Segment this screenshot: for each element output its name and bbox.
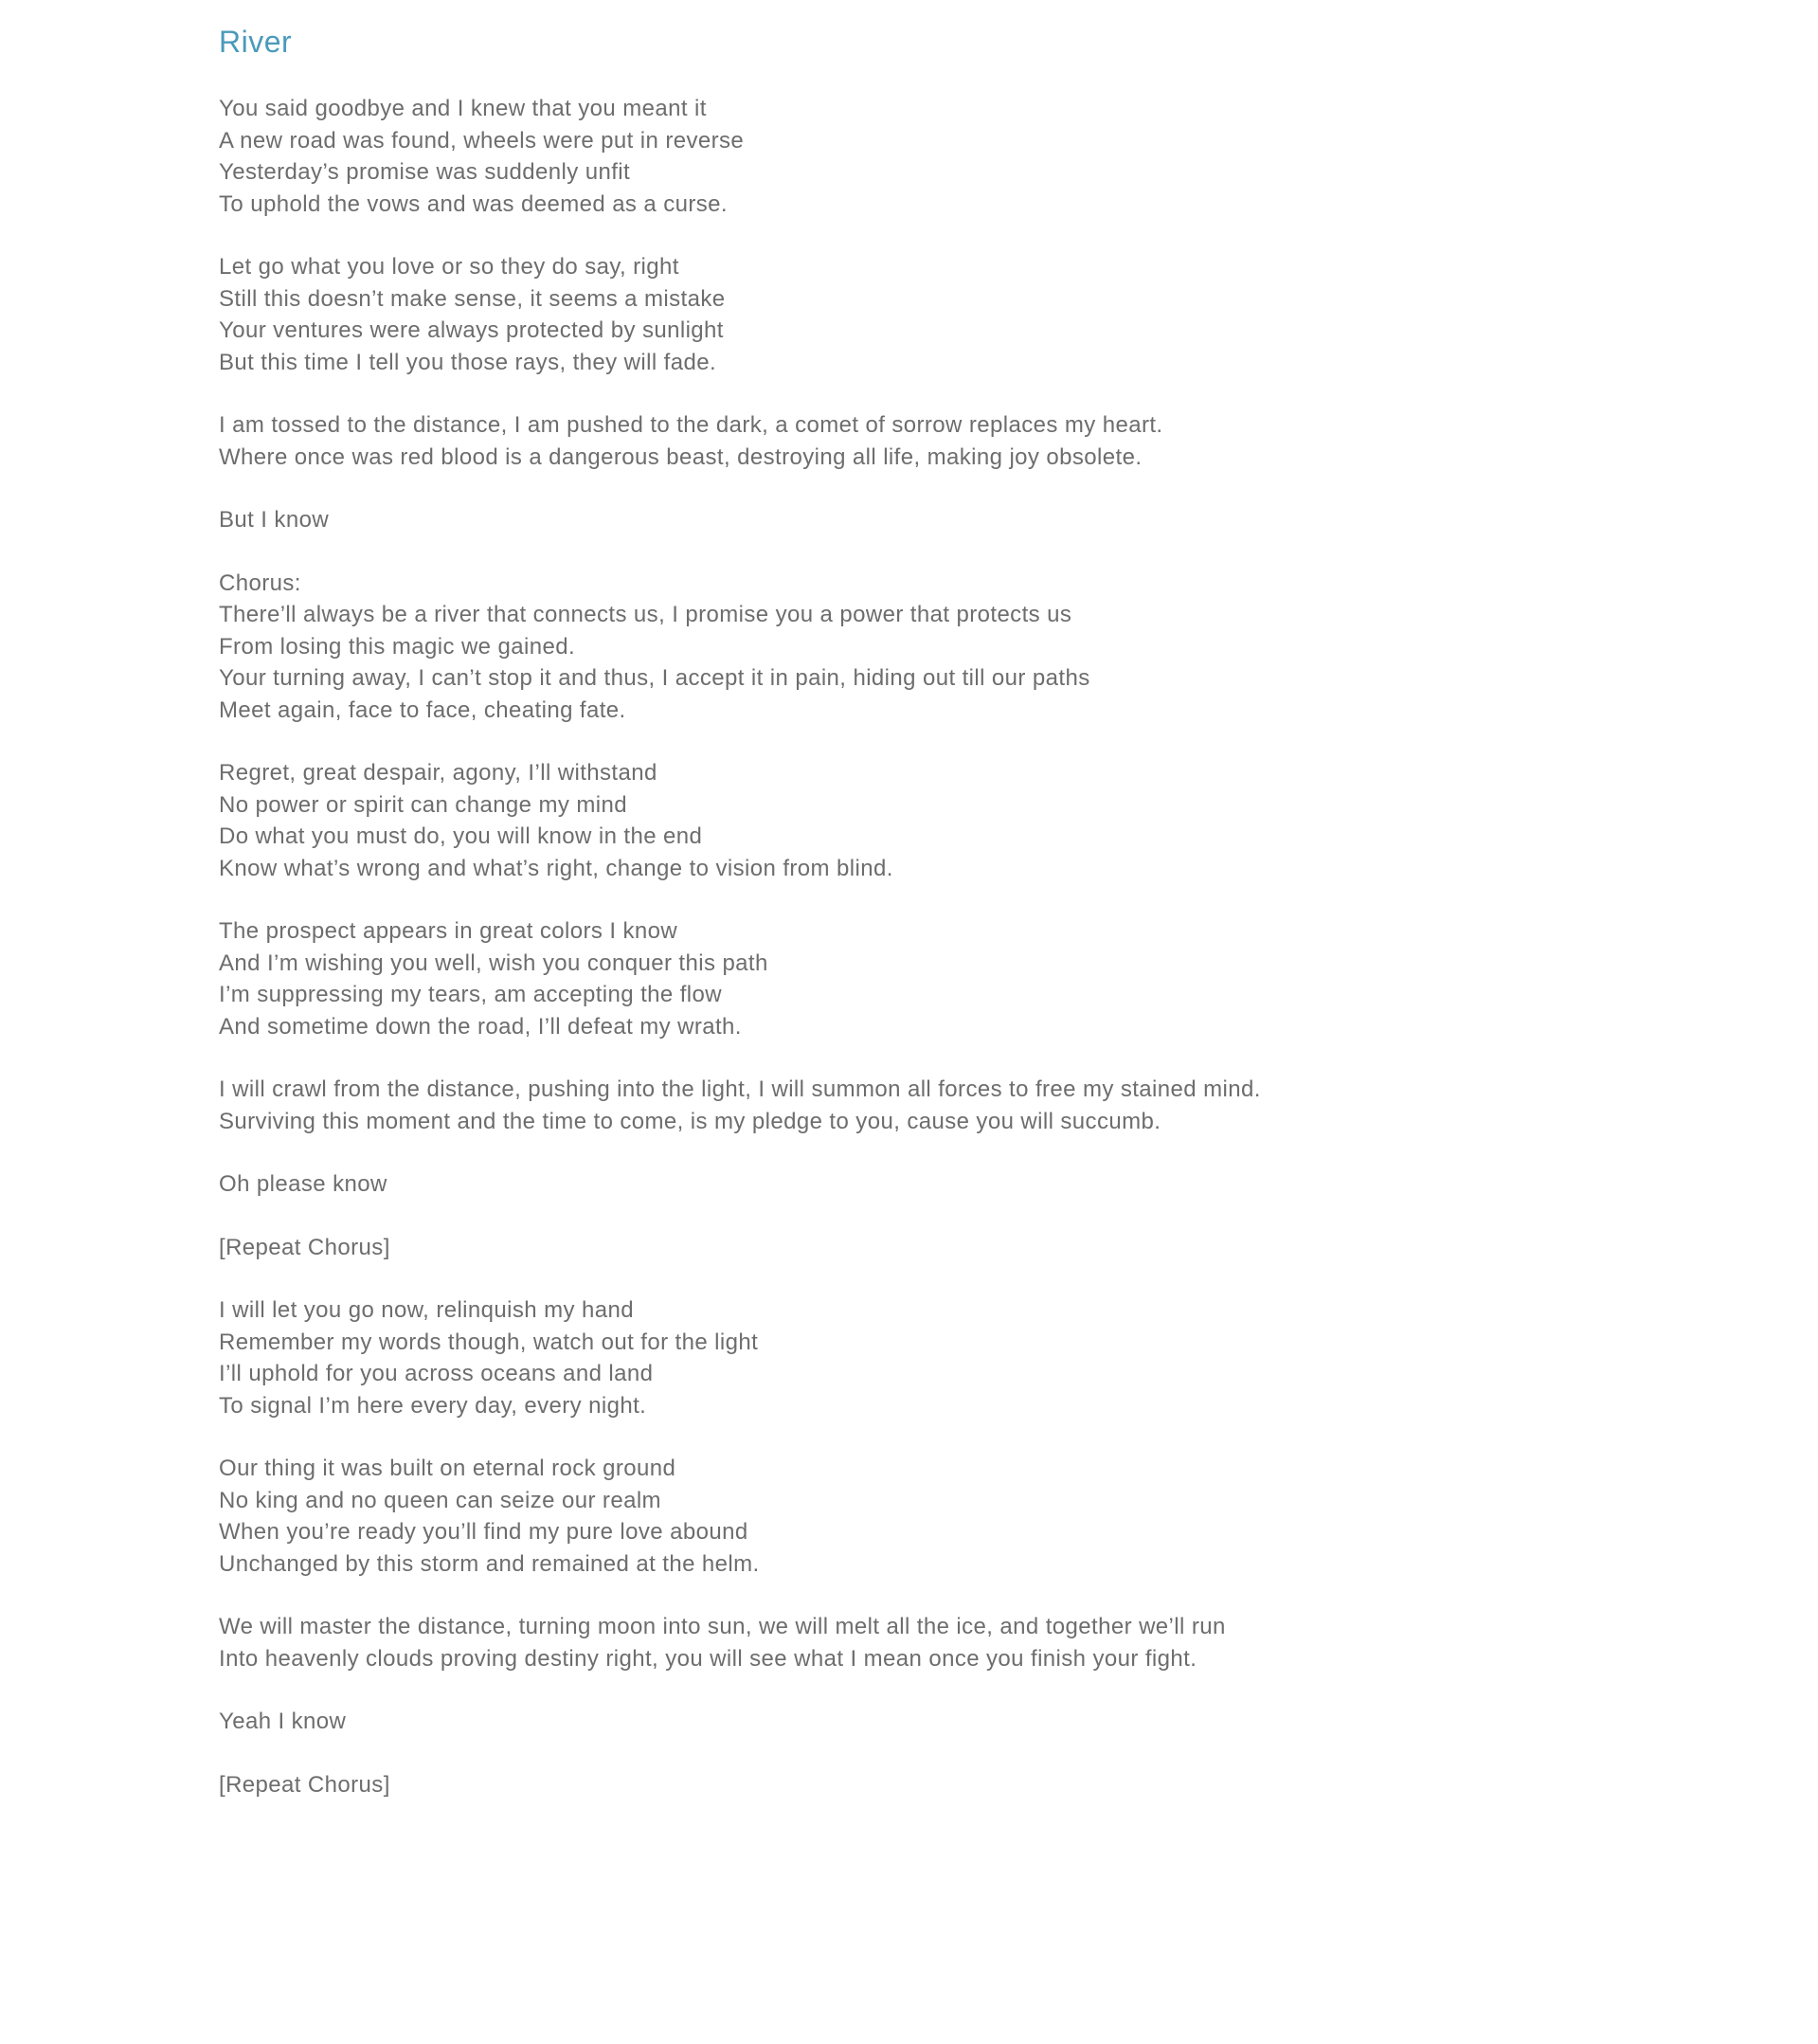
stanza-verse-3 [219,757,1761,884]
lyric-line: The prospect appears in great colors I know [219,918,678,944]
lyric-line: To signal I’m here every day, every night. [219,1392,647,1419]
lyric-line: Oh please know [219,1171,387,1197]
page-title: River [219,25,293,59]
lyric-line: No power or spirit can change my mind [219,791,627,818]
lyric-line: I’m suppressing my tears, am accepting the flow [219,982,723,1007]
lyric-line: But I know [219,507,330,533]
stanza-chorus [219,568,1761,727]
lyric-line: You said goodbye and I knew that you meant it [219,96,707,121]
lyric-line: Chorus: [219,570,301,596]
stanza-interlude-3 [219,1706,1761,1738]
stanza-interlude-2 [219,1168,1761,1201]
lyric-line: Let go what you love or so they do say, right [219,254,679,280]
lyric-line: Unchanged by this storm and remained at the helm. [219,1550,760,1577]
lyric-line: I will crawl from the distance, pushing into the light, I will summon all forces to free my stained mind. [219,1076,1261,1102]
lyric-line: A new road was found, wheels were put in reverse [219,127,745,154]
lyric-line: When you’re ready you’ll find my pure love abound [219,1519,748,1545]
lyric-line: Know what’s wrong and what’s right, change to vision from blind. [219,855,893,881]
lyric-line: [Repeat Chorus] [219,1771,390,1798]
lyric-line: Yeah I know [219,1709,347,1734]
stanza-bridge-1 [219,409,1761,473]
stanza-verse-4 [219,915,1761,1042]
lyric-line: Surviving this moment and the time to come, is my pledge to you, cause you will succumb. [219,1108,1161,1134]
lyric-line: But this time I tell you those rays, they will fade. [219,349,717,375]
lyric-line: And I’m wishing you well, wish you conquer this path [219,950,768,976]
lyric-line: There’ll always be a river that connects us, I promise you a power that protects us [219,602,1072,627]
lyric-line: Your turning away, I can’t stop it and thus, I accept it in pain, hiding out till our paths [219,665,1090,691]
lyric-line: Meet again, face to face, cheating fate. [219,696,626,723]
lyric-line: Our thing it was built on eternal rock ground [219,1456,676,1481]
lyric-line: Regret, great despair, agony, I’ll withstand [219,760,657,786]
stanza-bridge-3 [219,1611,1761,1674]
lyric-line: Do what you must do, you will know in the end [219,823,703,849]
lyric-line: Remember my words though, watch out for the light [219,1329,759,1355]
stanza-repeat-chorus-2 [219,1769,1761,1801]
lyric-line: And sometime down the road, I’ll defeat my wrath. [219,1013,742,1040]
lyric-line: To uphold the vows and was deemed as a curse. [219,190,728,217]
lyric-line: Your ventures were always protected by sunlight [219,317,724,343]
lyric-line: I’ll uphold for you across oceans and land [219,1361,654,1386]
lyric-line: Into heavenly clouds proving destiny right, you will see what I mean once you finish your fight. [219,1645,1197,1672]
lyrics-body [219,93,1761,1800]
lyric-line: We will master the distance, turning moon into sun, we will melt all the ice, and together we’ll run [219,1614,1226,1639]
stanza-bridge-2 [219,1074,1761,1137]
lyric-line: No king and no queen can seize our realm [219,1487,661,1513]
lyric-line: Still this doesn’t make sense, it seems a mistake [219,285,726,312]
lyric-line: I am tossed to the distance, I am pushed to the dark, a comet of sorrow replaces my heart. [219,412,1163,438]
stanza-repeat-chorus-1 [219,1232,1761,1264]
stanza-verse-1 [219,93,1761,220]
lyric-line: From losing this magic we gained. [219,633,576,660]
stanza-interlude-1 [219,504,1761,536]
lyric-line: Yesterday’s promise was suddenly unfit [219,159,631,185]
lyric-line: I will let you go now, relinquish my hand [219,1297,634,1323]
lyric-line: Where once was red blood is a dangerous beast, destroying all life, making joy obsolete. [219,443,1143,470]
stanza-verse-2 [219,251,1761,378]
stanza-verse-5 [219,1294,1761,1421]
lyric-line: [Repeat Chorus] [219,1234,390,1260]
stanza-verse-6 [219,1453,1761,1580]
